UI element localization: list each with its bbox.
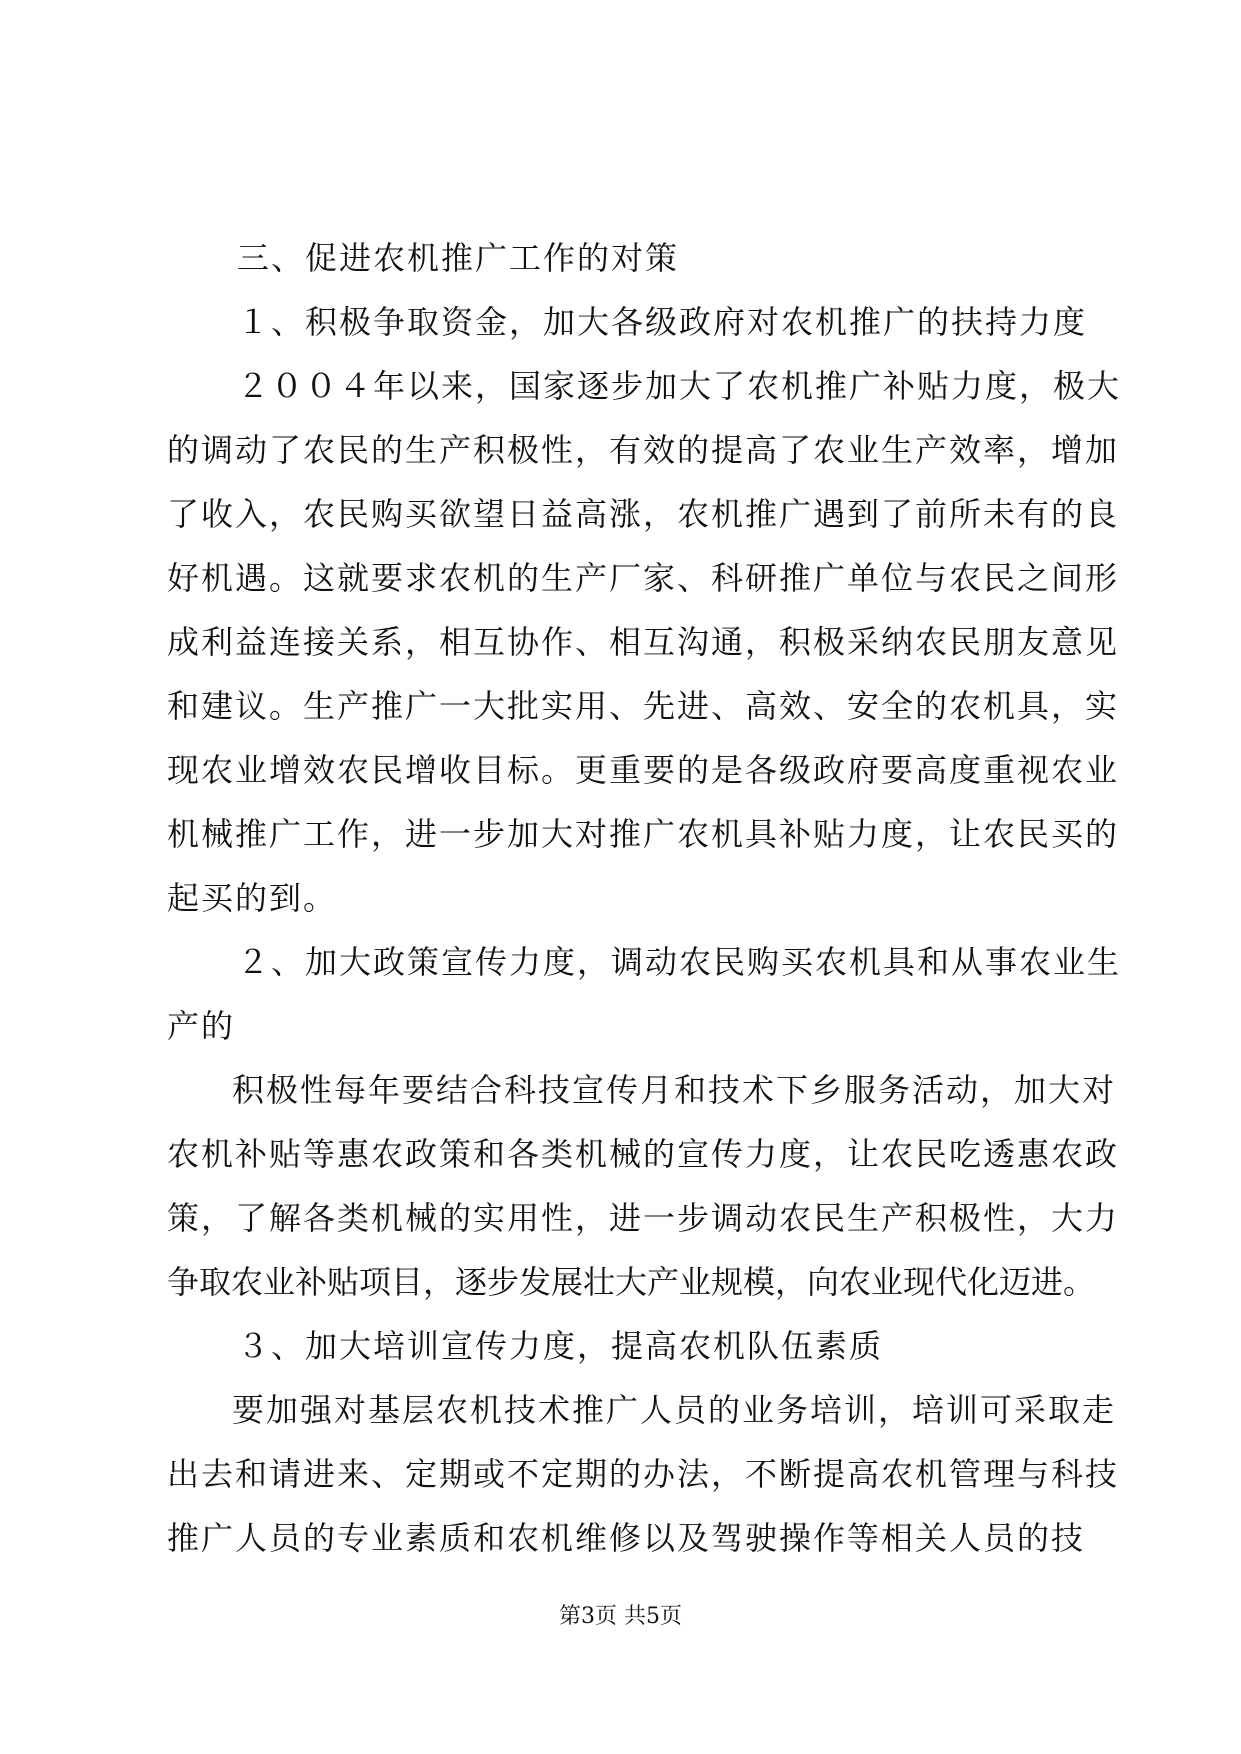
paragraph-line: 了收入，农民购买欲望日益高涨，农机推广遇到了前所未有的良 bbox=[167, 495, 1120, 533]
subheading-2-continued: 产的 bbox=[167, 1007, 236, 1045]
paragraph-line: 农机补贴等惠农政策和各类机械的宣传力度，让农民吃透惠农政 bbox=[167, 1135, 1120, 1173]
paragraph-line: 起买的到。 bbox=[167, 879, 338, 917]
paragraph-line: 策，了解各类机械的实用性，进一步调动农民生产积极性，大力 bbox=[167, 1199, 1120, 1237]
subheading-3: ３、加大培训宣传力度，提高农机队伍素质 bbox=[237, 1327, 884, 1365]
subheading-1: １、积极争取资金，加大各级政府对农机推广的扶持力度 bbox=[237, 303, 1088, 341]
paragraph-line: 和建议。生产推广一大批实用、先进、高效、安全的农机具，实 bbox=[167, 687, 1120, 725]
paragraph-line: 成利益连接关系，相互协作、相互沟通，积极采纳农民朋友意见 bbox=[167, 623, 1120, 661]
paragraph-line: 出去和请进来、定期或不定期的办法，不断提高农机管理与科技 bbox=[167, 1455, 1120, 1493]
paragraph-line: 争取农业补贴项目，逐步发展壮大产业规模，向农业现代化迈进。 bbox=[167, 1263, 1096, 1301]
page-number-footer: 第3页 共5页 bbox=[559, 1604, 682, 1629]
paragraph-line: 现农业增效农民增收目标。更重要的是各级政府要高度重视农业 bbox=[167, 751, 1120, 789]
paragraph-line: 机械推广工作，进一步加大对推广农机具补贴力度，让农民买的 bbox=[167, 815, 1120, 853]
paragraph-line: ２００４年以来，国家逐步加大了农机推广补贴力度，极大 bbox=[237, 367, 1122, 405]
paragraph-line: 好机遇。这就要求农机的生产厂家、科研推广单位与农民之间形 bbox=[167, 559, 1120, 597]
paragraph-line: 积极性每年要结合科技宣传月和技术下乡服务活动，加大对 bbox=[232, 1071, 1117, 1109]
paragraph-line: 推广人员的专业素质和农机维修以及驾驶操作等相关人员的技 bbox=[167, 1519, 1086, 1557]
section-heading: 三、促进农机推广工作的对策 bbox=[237, 239, 680, 277]
paragraph-line: 要加强对基层农机技术推广人员的业务培训，培训可采取走 bbox=[232, 1391, 1117, 1429]
subheading-2: ２、加大政策宣传力度，调动农民购买农机具和从事农业生 bbox=[237, 943, 1122, 981]
paragraph-line: 的调动了农民的生产积极性，有效的提高了农业生产效率，增加 bbox=[167, 431, 1120, 469]
